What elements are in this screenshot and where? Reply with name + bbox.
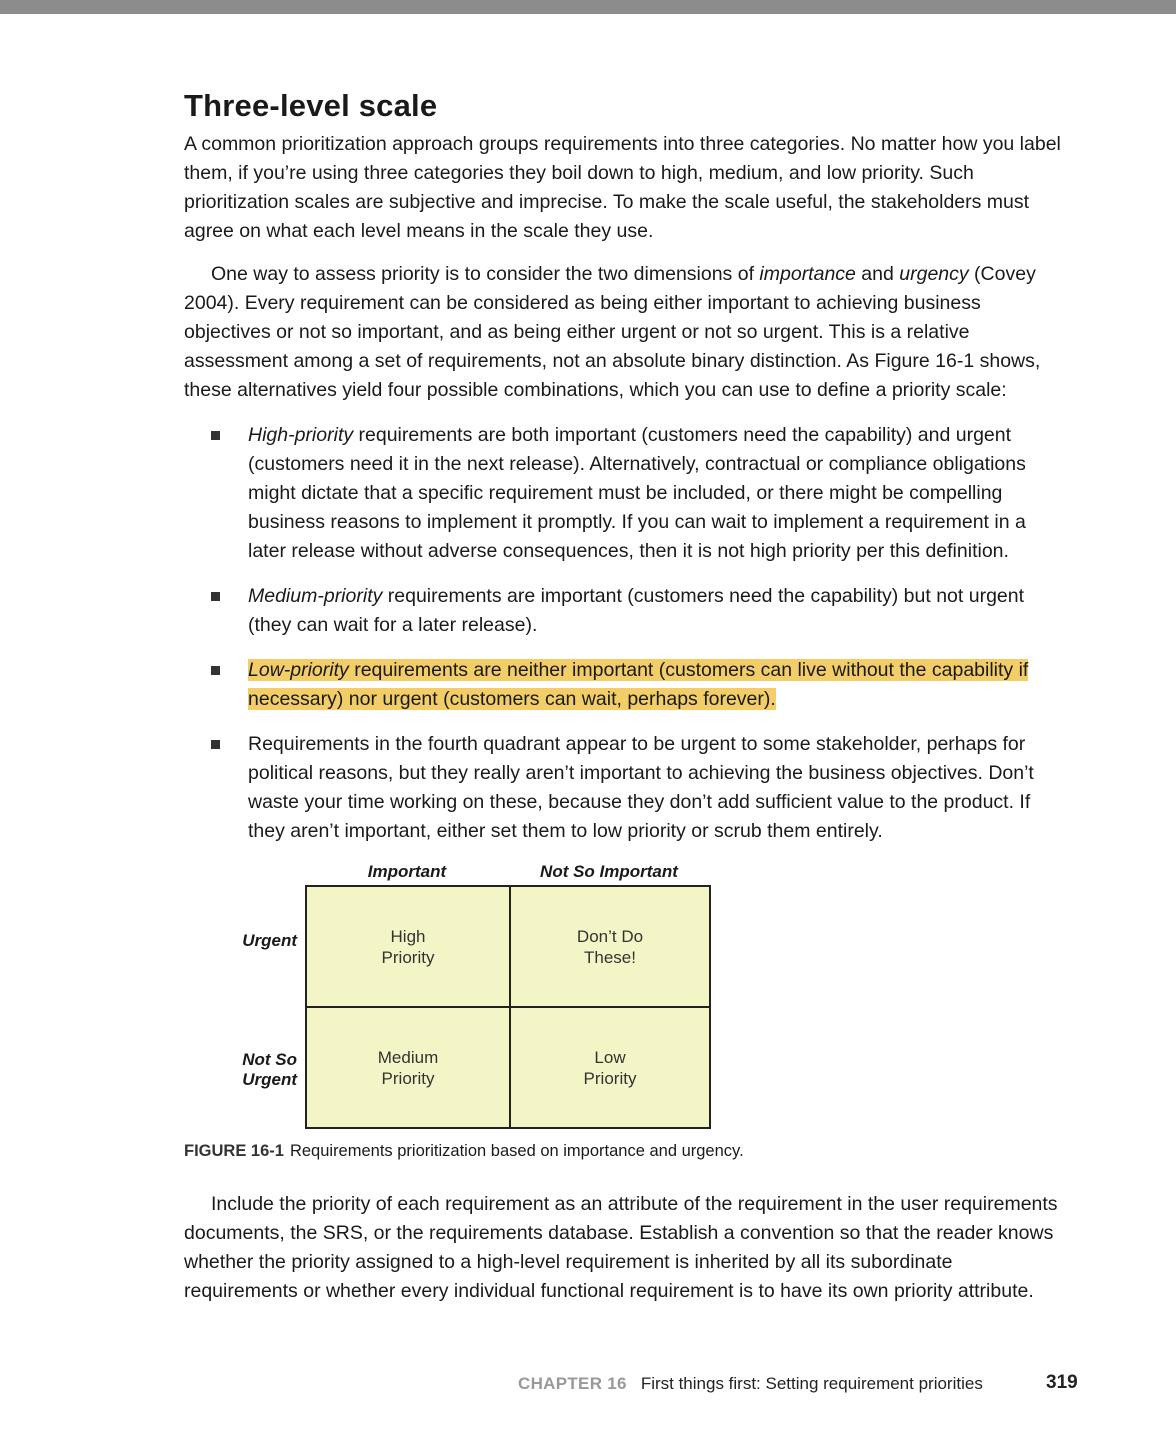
cell-line: Priority	[583, 1068, 637, 1088]
bullet-square-icon	[211, 431, 220, 440]
priority-grid	[305, 885, 711, 1129]
paragraph-dimensions	[184, 260, 1064, 405]
section-heading: Three-level scale	[184, 88, 438, 123]
cell-line: Low	[594, 1047, 626, 1067]
priority-matrix-figure	[184, 862, 1064, 1178]
row-header-not-so-urgent: Not So Urgent	[242, 1050, 297, 1089]
para2-after: (Covey 2004). Every requirement can be considered as being either important to achieving business objectives or not so important, and as being either urgent or not so urgent. This is a relative assessment among a set of requirements, not an absolute binary distinction. As Figure 16-1 shows, these alternatives yield four possible combinations, which you can use to define a priority scale:	[184, 263, 1041, 401]
list-item-medium-priority	[184, 582, 1064, 640]
cell-line: Priority	[381, 1068, 435, 1088]
list-item-text: requirements are neither important (customers can live without the capability if necessary) nor urgent (customers can wait, perhaps forever).	[248, 659, 1029, 710]
top-border	[0, 0, 1176, 14]
column-header-not-so-important: Not So Important	[540, 862, 678, 881]
row-header-urgent: Urgent	[242, 931, 297, 950]
cell-high-priority	[307, 887, 509, 1006]
para2-mid: and	[855, 263, 900, 285]
list-item-low-priority	[184, 656, 1064, 714]
cell-dont-do	[511, 887, 709, 1006]
paragraph-attribute: Include the priority of each requirement as an attribute of the requirement in the user requirements documents, the SRS, or the requirements database. Establish a convention so that the reader knows whether the priority assigned to a high-level requirement is inherited by all its subordinate requirements or whether every individual functional requirement is to have its own priority attribute.	[184, 1193, 1058, 1302]
para2-emphasis-urgency: urgency	[899, 263, 969, 285]
caption-text: Requirements prioritization based on importance and urgency.	[289, 1142, 744, 1160]
priority-list	[184, 421, 1064, 846]
bullet-square-icon	[211, 740, 220, 749]
para2-before: One way to assess priority is to consider the two dimensions of	[211, 263, 760, 285]
cell-line: High	[390, 926, 426, 946]
cell-low-priority	[511, 1008, 709, 1127]
list-item-term: Low-priority	[248, 659, 349, 681]
running-footer	[518, 1374, 983, 1394]
page-number: 319	[1046, 1372, 1078, 1393]
paragraph-intro: A common prioritization approach groups requirements into three categories. No matter how you label them, if you’re using three categories they boil down to high, medium, and low priority. Such prioritization scales are subjective and imprecise. To make the scale useful, the stakeholders must agree on what each level means in the scale they use.	[184, 133, 1061, 242]
column-header-important: Important	[367, 862, 447, 881]
page-body	[184, 88, 1064, 1306]
list-item-high-priority	[184, 421, 1064, 566]
list-item-term: Medium-priority	[248, 585, 383, 607]
cell-line: Priority	[381, 947, 435, 967]
chapter-title: First things first: Setting requirement priorities	[640, 1374, 983, 1393]
highlighted-text	[248, 659, 1028, 710]
para2-emphasis-importance: importance	[759, 263, 856, 285]
bullet-square-icon	[211, 592, 220, 601]
cell-line: These!	[584, 947, 636, 967]
list-item-text: requirements are both important (customers need the capability) and urgent (customers need it in the next release). Alternatively, contractual or compliance obligations might dictate that a specific requirement must be included, or there might be compelling business reasons to implement it promptly. If you can wait to implement a requirement in a later release without adverse consequences, then it is not high priority per this definition.	[248, 424, 1026, 562]
cell-medium-priority	[307, 1008, 509, 1127]
bullet-square-icon	[211, 666, 220, 675]
list-item-term: High-priority	[248, 424, 354, 446]
figure-caption	[184, 1142, 744, 1161]
chapter-label: CHAPTER 16	[518, 1374, 627, 1393]
cell-line: Don’t Do	[576, 926, 644, 946]
cell-line: Medium	[377, 1047, 439, 1067]
list-item-text: requirements are important (customers need the capability) but not urgent (they can wait for a later release).	[248, 585, 1025, 636]
caption-label: FIGURE 16-1	[184, 1142, 284, 1160]
list-item-fourth-quadrant	[184, 730, 1064, 846]
list-item-text: Requirements in the fourth quadrant appear to be urgent to some stakeholder, perhaps for political reasons, but they really aren’t important to achieving the business objectives. Don’t waste your time working on these, because they don’t add sufficient value to the product. If they aren’t important, either set them to low priority or scrub them entirely.	[248, 733, 1034, 842]
